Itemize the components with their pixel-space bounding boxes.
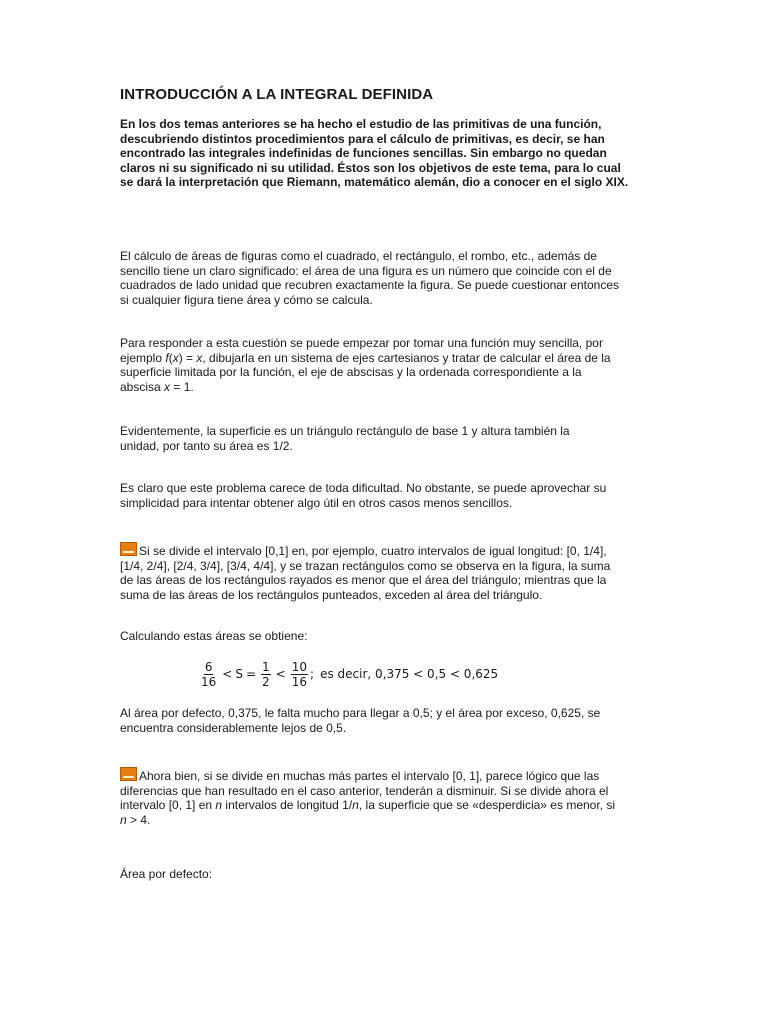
denominator: 16 xyxy=(291,674,308,689)
text-span: ( xyxy=(168,350,173,365)
numerator: 10 xyxy=(291,659,308,674)
paragraph-function xyxy=(120,336,620,394)
less-than-symbol: < xyxy=(222,667,233,681)
paragraph-more-parts xyxy=(120,767,620,827)
fraction xyxy=(261,660,271,689)
math-var: x xyxy=(196,350,203,365)
paragraph-default-area: Al área por defecto, 0,375, le falta mucho para llegar a 0,5; y el área por exceso, 0,625, se encuentra considerablemente lejos de 0,5. xyxy=(120,706,601,735)
numerator: 6 xyxy=(204,659,213,674)
sum-symbol: S xyxy=(235,667,243,681)
page-title: INTRODUCCIÓN A LA INTEGRAL DEFINIDA xyxy=(120,86,434,103)
numerator: 1 xyxy=(262,659,270,674)
fraction xyxy=(291,660,308,689)
paragraph-triangle: Evidentemente, la superficie es un triángulo rectángulo de base 1 y altura también la unidad, por tanto su área es 1/2. xyxy=(120,424,570,453)
text-span: Para responder a esta cuestión se puede empezar por tomar una función muy sencilla, por ejemplo xyxy=(120,336,603,365)
paragraph-intervals xyxy=(120,542,625,602)
paragraph-calculating: Calculando estas áreas se obtiene: xyxy=(120,629,308,643)
area-formula xyxy=(198,656,498,692)
denominator: 2 xyxy=(262,674,270,689)
text-span: intervalos de longitud 1/ xyxy=(222,798,353,813)
math-var: n xyxy=(215,798,223,813)
document-body xyxy=(120,86,630,190)
denominator: 16 xyxy=(201,674,217,689)
text-span: , la superficie que se «desperdicia» es menor, si xyxy=(358,798,616,813)
math-var: n xyxy=(120,812,127,827)
figure-link-icon[interactable] xyxy=(120,767,137,781)
paragraph-area-default-label: Área por defecto: xyxy=(120,867,213,881)
semicolon: ; xyxy=(310,667,315,681)
text-span: > 4. xyxy=(126,812,151,827)
math-var: n xyxy=(352,798,359,813)
fraction xyxy=(200,660,217,689)
figure-link-icon[interactable] xyxy=(120,542,137,556)
text-span: , dibujarla en un sistema de ejes cartesianos y tratar de calcular el área de la superficie limitada por la función, el eje de abscisas y la ordenada correspondiente a la abscisa xyxy=(120,350,611,394)
text-span: ) = xyxy=(178,350,197,365)
paragraph-areas: El cálculo de áreas de figuras como el cuadrado, el rectángulo, el rombo, etc., además de sencillo tiene un claro significado: el área de una figura es un número que coincide con el de cuadrados de lado unidad que recubren exactamente la figura. Se puede cuestionar entonces si cualquier figura tiene área y cómo se calcula. xyxy=(120,249,620,307)
text-span: Si se divide el intervalo [0,1] en, por ejemplo, cuatro intervalos de igual longitud: [0, 1/4], [1/4, 2/4], [2/4, 3/4], [3/4, 4/4], y se trazan rectángulos como se observa en la figura, la suma de las áreas de los rectángulos rayados es menor que el área del triángulo; mientras que la suma de las áreas de los rectángulos punteados, exceden al área del triángulo. xyxy=(120,544,611,602)
math-var: f xyxy=(165,350,169,365)
math-var: x xyxy=(172,350,179,365)
math-var: x xyxy=(164,379,171,394)
formula-text: es decir, 0,375 < 0,5 < 0,625 xyxy=(320,667,499,681)
less-than-symbol: < xyxy=(275,667,286,681)
paragraph-simplicity: Es claro que este problema carece de toda dificultad. No obstante, se puede aprovechar su simplicidad para intentar obtener algo útil en otros casos menos sencillos. xyxy=(120,481,607,510)
text-span: Ahora bien, si se divide en muchas más partes el intervalo [0, 1], parece lógico que las diferencias que han resultado en el caso anterior, tenderán a disminuir. Si se divide ahora el intervalo [0, 1] en xyxy=(120,769,609,813)
text-span: = 1. xyxy=(170,379,194,394)
equals-symbol: = xyxy=(245,667,257,681)
intro-paragraph: En los dos temas anteriores se ha hecho el estudio de las primitivas de una función, descubriendo distintos procedimientos para el cálculo de primitivas, es decir, se han encontrado las integrales indefinidas de funciones sencillas. Sin embargo no quedan claros ni su significado ni su utilidad. Éstos son los objetivos de este tema, para lo cual se dará la interpretación que Riemann, matemático alemán, dio a conocer en el siglo XIX. xyxy=(120,117,629,190)
